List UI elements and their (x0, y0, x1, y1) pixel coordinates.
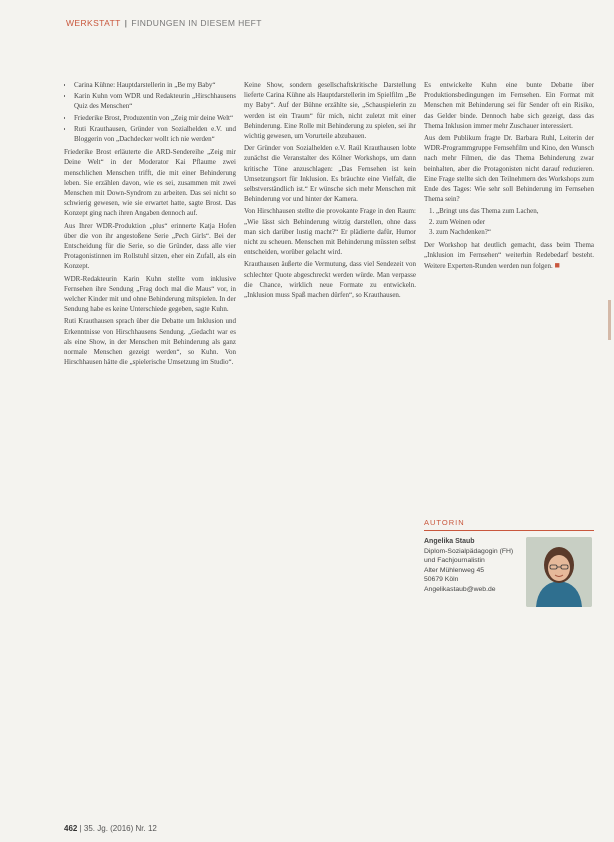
author-email[interactable]: Angelikastaub@web.de (424, 585, 496, 593)
paragraph: Keine Show, sondern gesellschaftskritische Darstellung lieferte Carina Kühne als Hauptdarstellerin im Spielfilm „Be my Baby“. Auf der Bühne erzählte sie, „Schauspielerin zu werden ist ein Traum“ für mich, nicht zuletzt mit einer Behinderung. Eine Rolle mit Behinderung zu spielen, sei ihr wichtig gewesen, um Vorurteile abzubauen. (244, 81, 416, 141)
author-photo (526, 537, 592, 607)
closing-text: Der Workshop hat deutlich gemacht, dass beim Thema „Inklusion im Fernsehen“ weiterhin Redebedarf besteht. Weitere Experten-Runden werden nun folgen. (424, 241, 594, 271)
section-label: WERKSTATT (66, 18, 121, 28)
paragraph: Ruti Krauthausen sprach über die Debatte um Inklusion und Erkenntnisse von Hirschhausens Sendung. „Gedacht war es als eine Show, in der Menschen mit Behinderung als ganz normale Menschen gezeigt werden“, so Kuhn. Von Hirschhausen hätte die „spielerische Umsetzung im Studio“. (64, 317, 236, 367)
author-body (424, 537, 594, 607)
author-line: 50679 Köln (424, 576, 459, 583)
list-item: • Ruti Krauthausen, Gründer von Sozialhelden e.V. und Bloggerin von „Dachdecker wollt ich nie werden“ (74, 124, 236, 144)
paragraph: Aus dem Publikum fragte Dr. Barbara Ruhl, Leiterin der WDR-Programmgruppe Fernsehfilm und Kino, den Wunsch nach mehr Filmen, die das Thema Behinderung zwar beinhalten, aber die Protagonisten nicht darauf reduzieren. Eine Frage stellte sich den Teilnehmern des Workshops zum Ende des Tages: Wie sehr soll Behinderung im Fernsehen Thema sein? (424, 134, 594, 204)
speaker-list (64, 80, 236, 144)
list-item: 2. zum Weinen oder (436, 217, 594, 227)
issue-info: 35. Jg. (2016) Nr. 12 (83, 824, 157, 833)
paragraph: Krauthausen äußerte die Vermutung, dass viel Sendezeit von schlechter Quote abgeschreckt werden würde. Man verpasse die Chance, wirklich neue Formate zu entwickeln. „Inklusion muss Spaß machen dürfen“, so Krauthausen. (244, 260, 416, 300)
list-item: 1. „Bringt uns das Thema zum Lachen, (436, 206, 594, 216)
paragraph: Friederike Brost erläuterte die ARD-Sendereihe „Zeig mir Deine Welt“ in der Moderator Kai Pflaume zwei menschlichen Menschen trifft, die mit einer Behinderung leben. Sie erzählen davon, wie es sei, zusammen mit zwei Menschen mit Down-Syndrom zu arbeiten. Das sei nicht so schwierig gewesen, wie sie erwartet hatte, sagte Brost. Das Konzept ging nach ihren Angaben dennoch auf. (64, 148, 236, 218)
list-item: • Karin Kuhn vom WDR und Redakteurin „Hirschhausens Quiz des Menschen“ (74, 91, 236, 111)
list-item: • Carina Kühne: Hauptdarstellerin in „Be my Baby“ (74, 80, 236, 90)
author-name: Angelika Staub (424, 538, 475, 545)
paragraph: WDR-Redakteurin Karin Kuhn stellte vom inklusive Fernsehen ihre Sendung „Frag doch mal die Maus“ vor, in welcher Kinder mit und ohne Behinderung mitspielen. In der Sendung habe es keine Unterschiede gegeben, sagte Kuhn. (64, 274, 236, 314)
author-line: Alter Mühlenweg 45 (424, 566, 485, 574)
footer-separator: | (79, 824, 82, 833)
paragraph: Von Hirschhausen stellte die provokante Frage in den Raum: „Wie lässt sich Behinderung witzig darstellen, ohne dass man sich darüber lustig macht?“ Er plädierte dafür, Humor nicht zu scheuen. Menschen mit Behinderung müssten selbst entscheiden, worüber gelacht wird. (244, 207, 416, 257)
question-list (424, 206, 594, 237)
paragraph: Aus Ihrer WDR-Produktion „plus“ erinnerte Katja Hofen über die von ihr angestoßene Serie „Pech Girls“. Bei der Entscheidung für die Serie, so die Gründer, dass alle vier Protagonistinnen im Rollstuhl sitzen, eher ein Zufall, als ein Konzept. (64, 221, 236, 271)
author-box (424, 518, 594, 780)
list-item: • Friederike Brost, Produzentin von „Zeig mir deine Welt“ (74, 113, 236, 123)
subsection-label: FINDUNGEN IN DIESEM HEFT (131, 18, 262, 28)
page-header (66, 18, 262, 28)
page-number: 462 (64, 824, 78, 833)
closing-paragraph (424, 240, 594, 272)
list-item: 3. zum Nachdenken?“ (436, 227, 594, 237)
author-heading: AUTORIN (424, 518, 594, 531)
author-line: Diplom-Sozialpädagogin (FH) und Fachjournalistin (424, 547, 514, 564)
text-column-1 (64, 80, 236, 808)
page-footer (64, 824, 157, 833)
text-column-3 (424, 80, 594, 510)
paragraph: Der Gründer von Sozialhelden e.V. Raúl Krauthausen lobte zunächst die Veranstalter des Kölner Workshops, um dann kritische Töne anzuschlagen: „Das Fernsehen ist kein Umsetzungsort für Inklusion. Es bräuchte eine Vielfalt, die selbstverständlich ist.“ Er wünsche sich mehr Menschen mit Behinderung vor und hinter der Kamera. (244, 144, 416, 204)
section-separator: | (124, 18, 128, 28)
text-column-2 (244, 80, 416, 808)
edge-marker (608, 300, 611, 340)
end-mark-icon: ■ (554, 260, 560, 271)
author-details (424, 537, 520, 607)
paragraph: Es entwickelte Kuhn eine bunte Debatte über Produktionsbedingungen im Fernsehen. Ein Format mit Menschen mit Behinderung sei für Sender oft ein Risiko, das Gelder binde. Dennoch habe sich gezeigt, dass das Thema Inklusion immer mehr Zuschauer interessiert. (424, 81, 594, 130)
